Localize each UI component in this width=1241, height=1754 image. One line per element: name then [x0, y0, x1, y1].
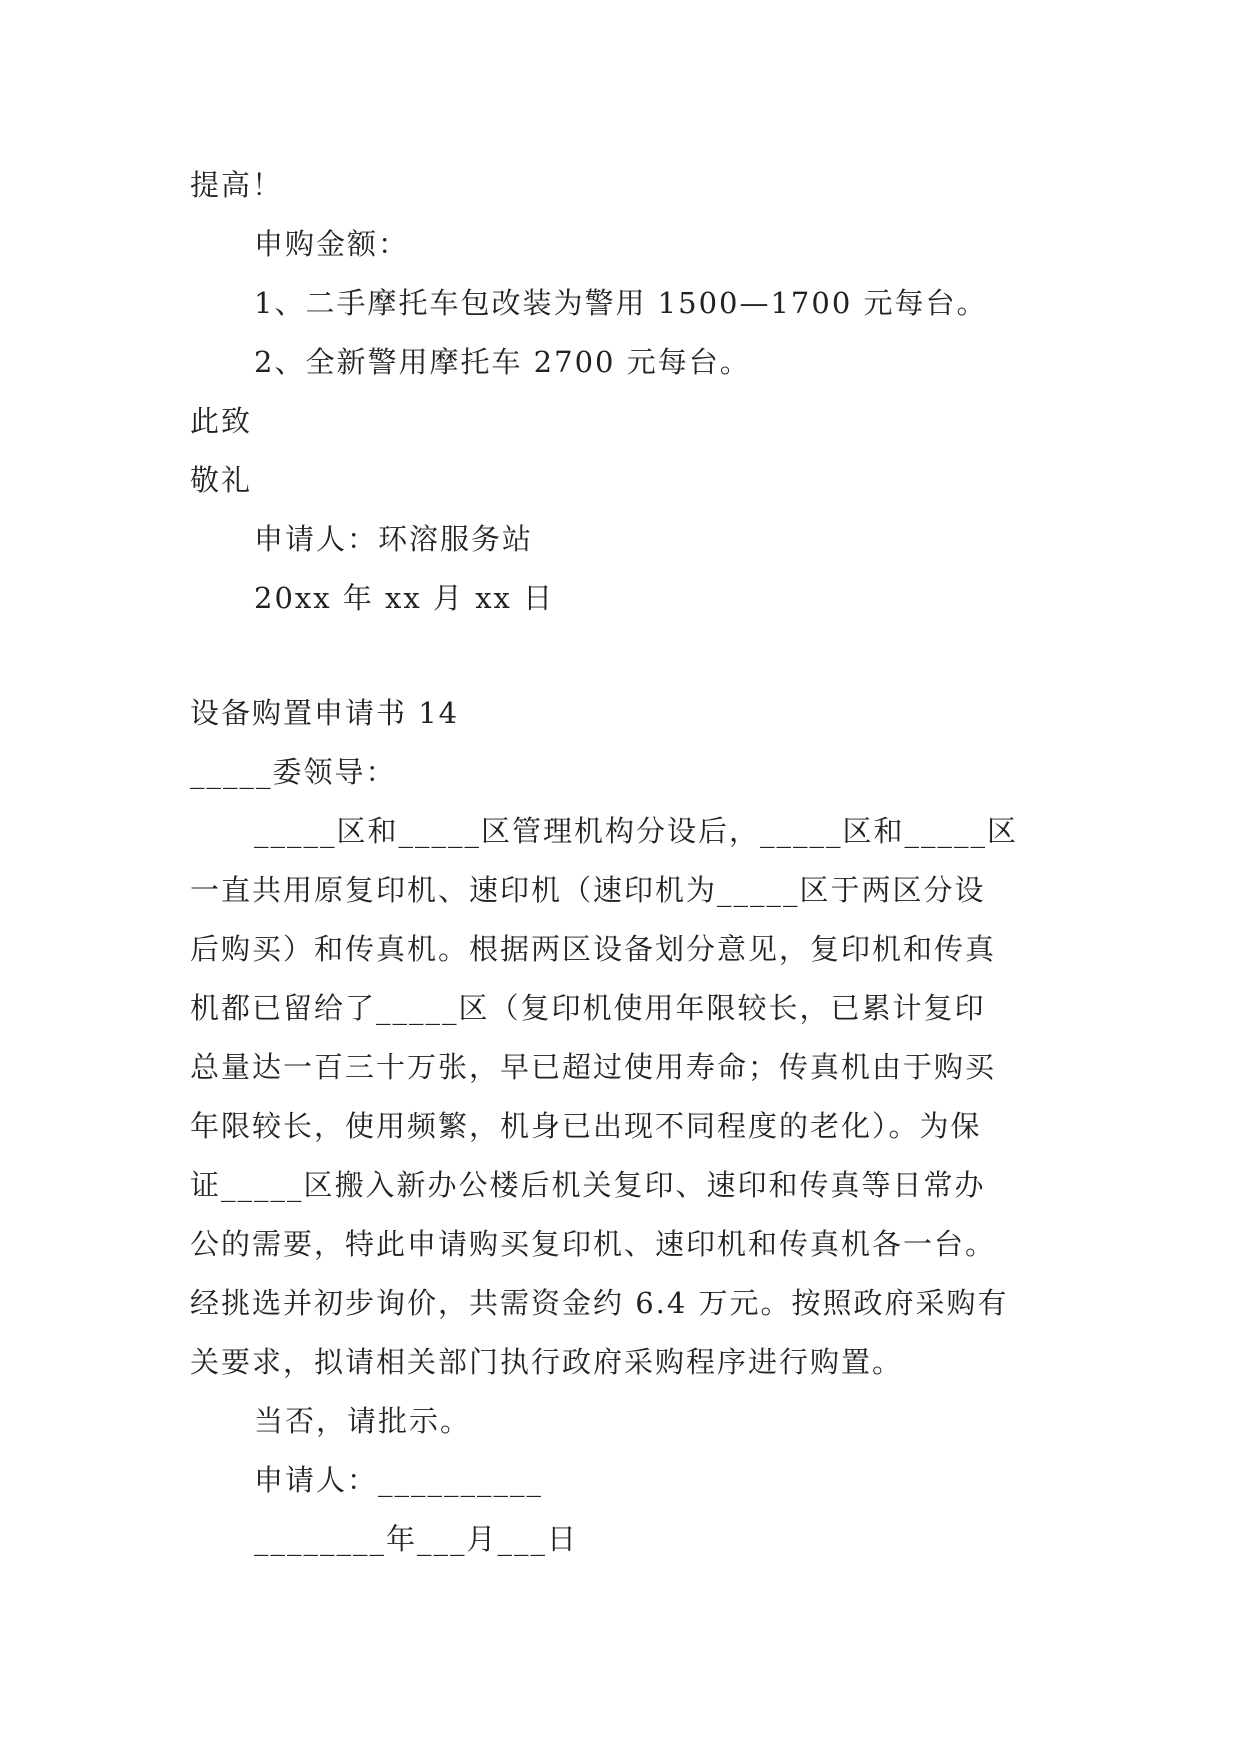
text-line: 申购金额： [254, 227, 410, 261]
text-line: 公的需要，特此申请购买复印机、速印机和传真机各一台。 [190, 1227, 997, 1261]
text-line: 证_____区搬入新办公楼后机关复印、速印和传真等日常办 [190, 1168, 986, 1202]
text-line: 当否，请批示。 [254, 1404, 472, 1438]
text-line: 申请人：环溶服务站 [254, 522, 534, 556]
text-line: _____委领导： [190, 755, 397, 789]
text-line: 经挑选并初步询价，共需资金约 6.4 万元。按照政府采购有 [190, 1286, 1009, 1320]
text-line: 提高！ [190, 168, 284, 202]
text-line: ________年___月___日 [254, 1522, 579, 1556]
text-line: 此致 [190, 404, 253, 438]
section-title: 设备购置申请书 14 [190, 696, 460, 730]
text-line: 年限较长，使用频繁，机身已出现不同程度的老化）。为保 [190, 1109, 982, 1143]
text-line: 总量达一百三十万张，早已超过使用寿命；传真机由于购买 [190, 1050, 997, 1084]
text-line: 一直共用原复印机、速印机（速印机为_____区于两区分设 [190, 873, 986, 907]
text-line: 20xx 年 xx 月 xx 日 [254, 581, 555, 615]
text-line: _____区和_____区管理机构分设后，_____区和_____区 [254, 814, 1019, 848]
text-line: 敬礼 [190, 463, 253, 497]
text-line: 1、二手摩托车包改装为警用 1500—1700 元每台。 [254, 286, 988, 320]
text-line: 申请人：__________ [254, 1463, 544, 1497]
text-line: 2、全新警用摩托车 2700 元每台。 [254, 345, 751, 379]
text-line: 关要求，拟请相关部门执行政府采购程序进行购置。 [190, 1345, 904, 1379]
text-line: 后购买）和传真机。根据两区设备划分意见，复印机和传真 [190, 932, 997, 966]
text-line: 机都已留给了_____区（复印机使用年限较长，已累计复印 [190, 991, 986, 1025]
